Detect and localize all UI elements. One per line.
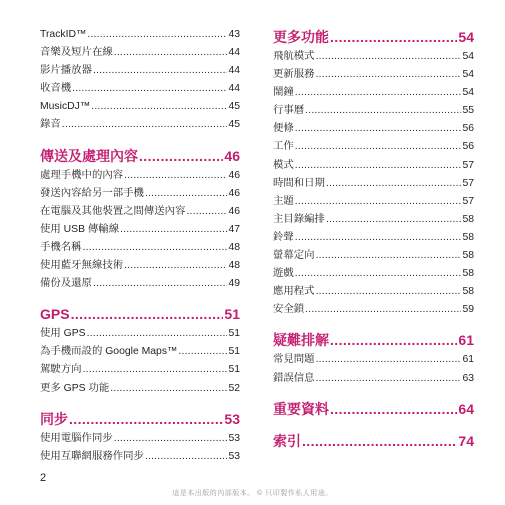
toc-right-column xyxy=(273,26,474,452)
entry-page-number: 51 xyxy=(228,328,240,340)
entry-title: 主題 xyxy=(273,195,294,207)
section-page-number: 64 xyxy=(458,400,474,417)
toc-entry[interactable] xyxy=(273,247,474,265)
entry-title: 處理手機中的內容 xyxy=(40,169,124,181)
entry-page-number: 55 xyxy=(462,105,474,117)
section-title: 重要資料 xyxy=(273,400,329,417)
section-page-number: 51 xyxy=(224,306,240,323)
toc-entry[interactable] xyxy=(40,80,240,98)
dot-leader xyxy=(330,26,457,48)
toc-entry[interactable] xyxy=(273,211,474,229)
dot-leader xyxy=(316,48,462,66)
dot-leader xyxy=(295,138,462,156)
toc-entry[interactable] xyxy=(40,275,240,293)
toc-entry[interactable] xyxy=(40,26,240,44)
dot-leader xyxy=(305,301,461,319)
dot-leader xyxy=(295,84,462,102)
entry-title: 發送內容給另一部手機 xyxy=(40,187,144,199)
toc-entry[interactable] xyxy=(40,239,240,257)
dot-leader xyxy=(93,62,227,80)
toc-entry[interactable] xyxy=(273,370,474,388)
toc-entry[interactable] xyxy=(40,448,240,466)
dot-leader xyxy=(316,370,462,388)
toc-entry[interactable] xyxy=(40,430,240,448)
entry-title: 備份及還原 xyxy=(40,278,92,290)
dot-leader xyxy=(72,80,227,98)
entry-title: 錯誤信息 xyxy=(273,372,315,384)
toc-entry[interactable] xyxy=(273,193,474,211)
toc-entry[interactable] xyxy=(273,66,474,84)
toc-entry[interactable] xyxy=(40,203,240,221)
entry-page-number: 43 xyxy=(228,29,240,40)
toc-section-heading[interactable] xyxy=(40,408,240,430)
page-number: 2 xyxy=(40,472,47,484)
entry-title: 飛航模式 xyxy=(273,51,315,62)
entry-page-number: 45 xyxy=(228,119,240,131)
dot-leader xyxy=(93,275,227,293)
entry-page-number: 45 xyxy=(228,101,240,113)
entry-page-number: 44 xyxy=(228,83,240,95)
entry-title: 主目錄編排 xyxy=(273,213,325,225)
toc-entry[interactable] xyxy=(40,167,240,185)
dot-leader xyxy=(62,116,228,134)
toc-entry[interactable] xyxy=(273,84,474,102)
entry-title: 使用藍牙無線技術 xyxy=(40,260,124,272)
dot-leader xyxy=(302,430,457,452)
entry-page-number: 58 xyxy=(462,213,474,225)
dot-leader xyxy=(114,44,228,62)
dot-leader xyxy=(295,229,462,247)
dot-leader xyxy=(330,398,457,420)
entry-page-number: 54 xyxy=(462,51,474,62)
entry-title: 工作 xyxy=(273,141,294,153)
entry-title: 遊戲 xyxy=(273,268,294,280)
toc-entry[interactable] xyxy=(273,157,474,175)
entry-title: 應用程式 xyxy=(273,286,315,298)
toc-entry[interactable] xyxy=(40,44,240,62)
toc-section-heading[interactable] xyxy=(40,145,240,167)
entry-title: 影片播放器 xyxy=(40,65,92,77)
entry-title: 鈴聲 xyxy=(273,231,294,243)
toc-entry[interactable] xyxy=(273,102,474,120)
dot-leader xyxy=(295,120,462,138)
toc-entry[interactable] xyxy=(273,120,474,138)
entry-title: MusicDJ™ xyxy=(40,101,91,113)
entry-title: 鬧鐘 xyxy=(273,87,294,99)
entry-title: 便條 xyxy=(273,123,294,135)
toc-entry[interactable] xyxy=(273,48,474,66)
dot-leader xyxy=(326,211,461,229)
toc-entry[interactable] xyxy=(273,229,474,247)
toc-section-heading[interactable] xyxy=(273,329,474,351)
dot-leader xyxy=(145,185,228,203)
entry-title: 螢幕定向 xyxy=(273,250,315,262)
dot-leader xyxy=(330,329,457,351)
section-page-number: 46 xyxy=(224,147,240,164)
footer-note: 這是本出版的內部版本。 © 只印製作私人用途。 xyxy=(172,490,333,497)
toc-entry[interactable] xyxy=(273,283,474,301)
dot-leader xyxy=(145,448,228,466)
dot-leader xyxy=(120,221,227,239)
dot-leader xyxy=(186,203,227,221)
toc-left-column xyxy=(40,26,240,466)
entry-title: 收音機 xyxy=(40,83,72,95)
entry-page-number: 46 xyxy=(228,187,240,199)
entry-title: 錄音 xyxy=(40,119,61,131)
entry-title: 模式 xyxy=(273,159,294,171)
entry-page-number: 54 xyxy=(462,69,474,81)
dot-leader xyxy=(124,257,227,275)
section-title: 同步 xyxy=(40,410,68,427)
entry-page-number: 58 xyxy=(462,231,474,243)
entry-page-number: 57 xyxy=(462,159,474,171)
entry-page-number: 46 xyxy=(228,169,240,181)
toc-entry[interactable] xyxy=(40,221,240,239)
entry-title: 常見問題 xyxy=(273,354,315,366)
entry-title: 在電腦及其他裝置之間傳送內容 xyxy=(40,205,186,217)
toc-entry[interactable] xyxy=(40,98,240,116)
entry-page-number: 58 xyxy=(462,250,474,262)
entry-title: 使用電腦作同步 xyxy=(40,432,113,444)
toc-entry[interactable] xyxy=(40,62,240,80)
toc-entry[interactable] xyxy=(40,257,240,275)
dot-leader xyxy=(295,157,462,175)
entry-page-number: 61 xyxy=(462,354,474,366)
entry-page-number: 46 xyxy=(228,205,240,217)
entry-page-number: 57 xyxy=(462,177,474,189)
toc-entry[interactable] xyxy=(40,185,240,203)
dot-leader xyxy=(316,283,462,301)
toc-section-heading[interactable] xyxy=(273,430,474,452)
toc-section-heading[interactable] xyxy=(273,398,474,420)
entry-title: 使用 GPS xyxy=(40,328,86,340)
dot-leader xyxy=(69,408,223,430)
section-title: 傳送及處理內容 xyxy=(40,147,138,164)
entry-page-number: 56 xyxy=(462,123,474,135)
entry-page-number: 58 xyxy=(462,286,474,298)
entry-page-number: 53 xyxy=(228,450,240,462)
entry-page-number: 48 xyxy=(228,260,240,272)
section-title: 疑難排解 xyxy=(273,332,329,349)
entry-page-number: 56 xyxy=(462,141,474,153)
entry-title: 更多 GPS 功能 xyxy=(40,382,110,394)
dot-leader xyxy=(87,26,227,44)
dot-leader xyxy=(316,66,462,84)
entry-title: TrackID™ xyxy=(40,29,87,40)
entry-page-number: 48 xyxy=(228,241,240,253)
entry-page-number: 59 xyxy=(462,304,474,316)
toc-entry[interactable] xyxy=(273,301,474,319)
dot-leader xyxy=(139,145,223,167)
toc-entry[interactable] xyxy=(273,351,474,369)
toc-entry[interactable] xyxy=(40,343,240,361)
entry-title: 行事曆 xyxy=(273,105,305,117)
section-page-number: 54 xyxy=(458,29,474,45)
dot-leader xyxy=(316,351,462,369)
toc-entry[interactable] xyxy=(40,361,240,379)
dot-leader xyxy=(71,303,224,325)
entry-title: 安全鎖 xyxy=(273,304,305,316)
dot-leader xyxy=(83,361,228,379)
toc-entry[interactable] xyxy=(40,380,240,398)
entry-page-number: 49 xyxy=(228,278,240,290)
toc-entry[interactable] xyxy=(40,325,240,343)
entry-title: 駕駛方向 xyxy=(40,364,82,376)
entry-title: 使用互聯網服務作同步 xyxy=(40,450,144,462)
dot-leader xyxy=(295,265,462,283)
section-title: 索引 xyxy=(273,432,301,449)
section-title: GPS xyxy=(40,306,70,323)
dot-leader xyxy=(83,239,228,257)
section-page-number: 61 xyxy=(458,332,474,349)
dot-leader xyxy=(295,193,462,211)
dot-leader xyxy=(305,102,461,120)
dot-leader xyxy=(110,380,227,398)
section-title: 更多功能 xyxy=(273,29,329,45)
entry-page-number: 53 xyxy=(228,432,240,444)
toc-entry[interactable] xyxy=(273,175,474,193)
entry-page-number: 58 xyxy=(462,268,474,280)
entry-page-number: 44 xyxy=(228,47,240,59)
dot-leader xyxy=(91,98,227,116)
entry-title: 為手機而設的 Google Maps™ xyxy=(40,346,178,358)
toc-section-heading[interactable] xyxy=(40,303,240,325)
entry-page-number: 51 xyxy=(228,346,240,358)
entry-page-number: 54 xyxy=(462,87,474,99)
entry-title: 更新服務 xyxy=(273,69,315,81)
dot-leader xyxy=(114,430,228,448)
entry-page-number: 57 xyxy=(462,195,474,207)
dot-leader xyxy=(178,343,227,361)
toc-entry[interactable] xyxy=(40,116,240,134)
entry-title: 手機名稱 xyxy=(40,241,82,253)
toc-section-heading[interactable] xyxy=(273,26,474,48)
entry-title: 使用 USB 傳輸線 xyxy=(40,223,120,235)
entry-title: 時間和日期 xyxy=(273,177,325,189)
entry-page-number: 63 xyxy=(462,372,474,384)
entry-page-number: 51 xyxy=(228,364,240,376)
dot-leader xyxy=(326,175,461,193)
entry-page-number: 52 xyxy=(228,382,240,394)
entry-title: 音樂及短片在線 xyxy=(40,47,113,59)
section-page-number: 74 xyxy=(458,432,474,449)
toc-entry[interactable] xyxy=(273,265,474,283)
dot-leader xyxy=(316,247,462,265)
entry-page-number: 47 xyxy=(228,223,240,235)
dot-leader xyxy=(124,167,227,185)
section-page-number: 53 xyxy=(224,410,240,427)
dot-leader xyxy=(87,325,228,343)
toc-entry[interactable] xyxy=(273,138,474,156)
entry-page-number: 44 xyxy=(228,65,240,77)
